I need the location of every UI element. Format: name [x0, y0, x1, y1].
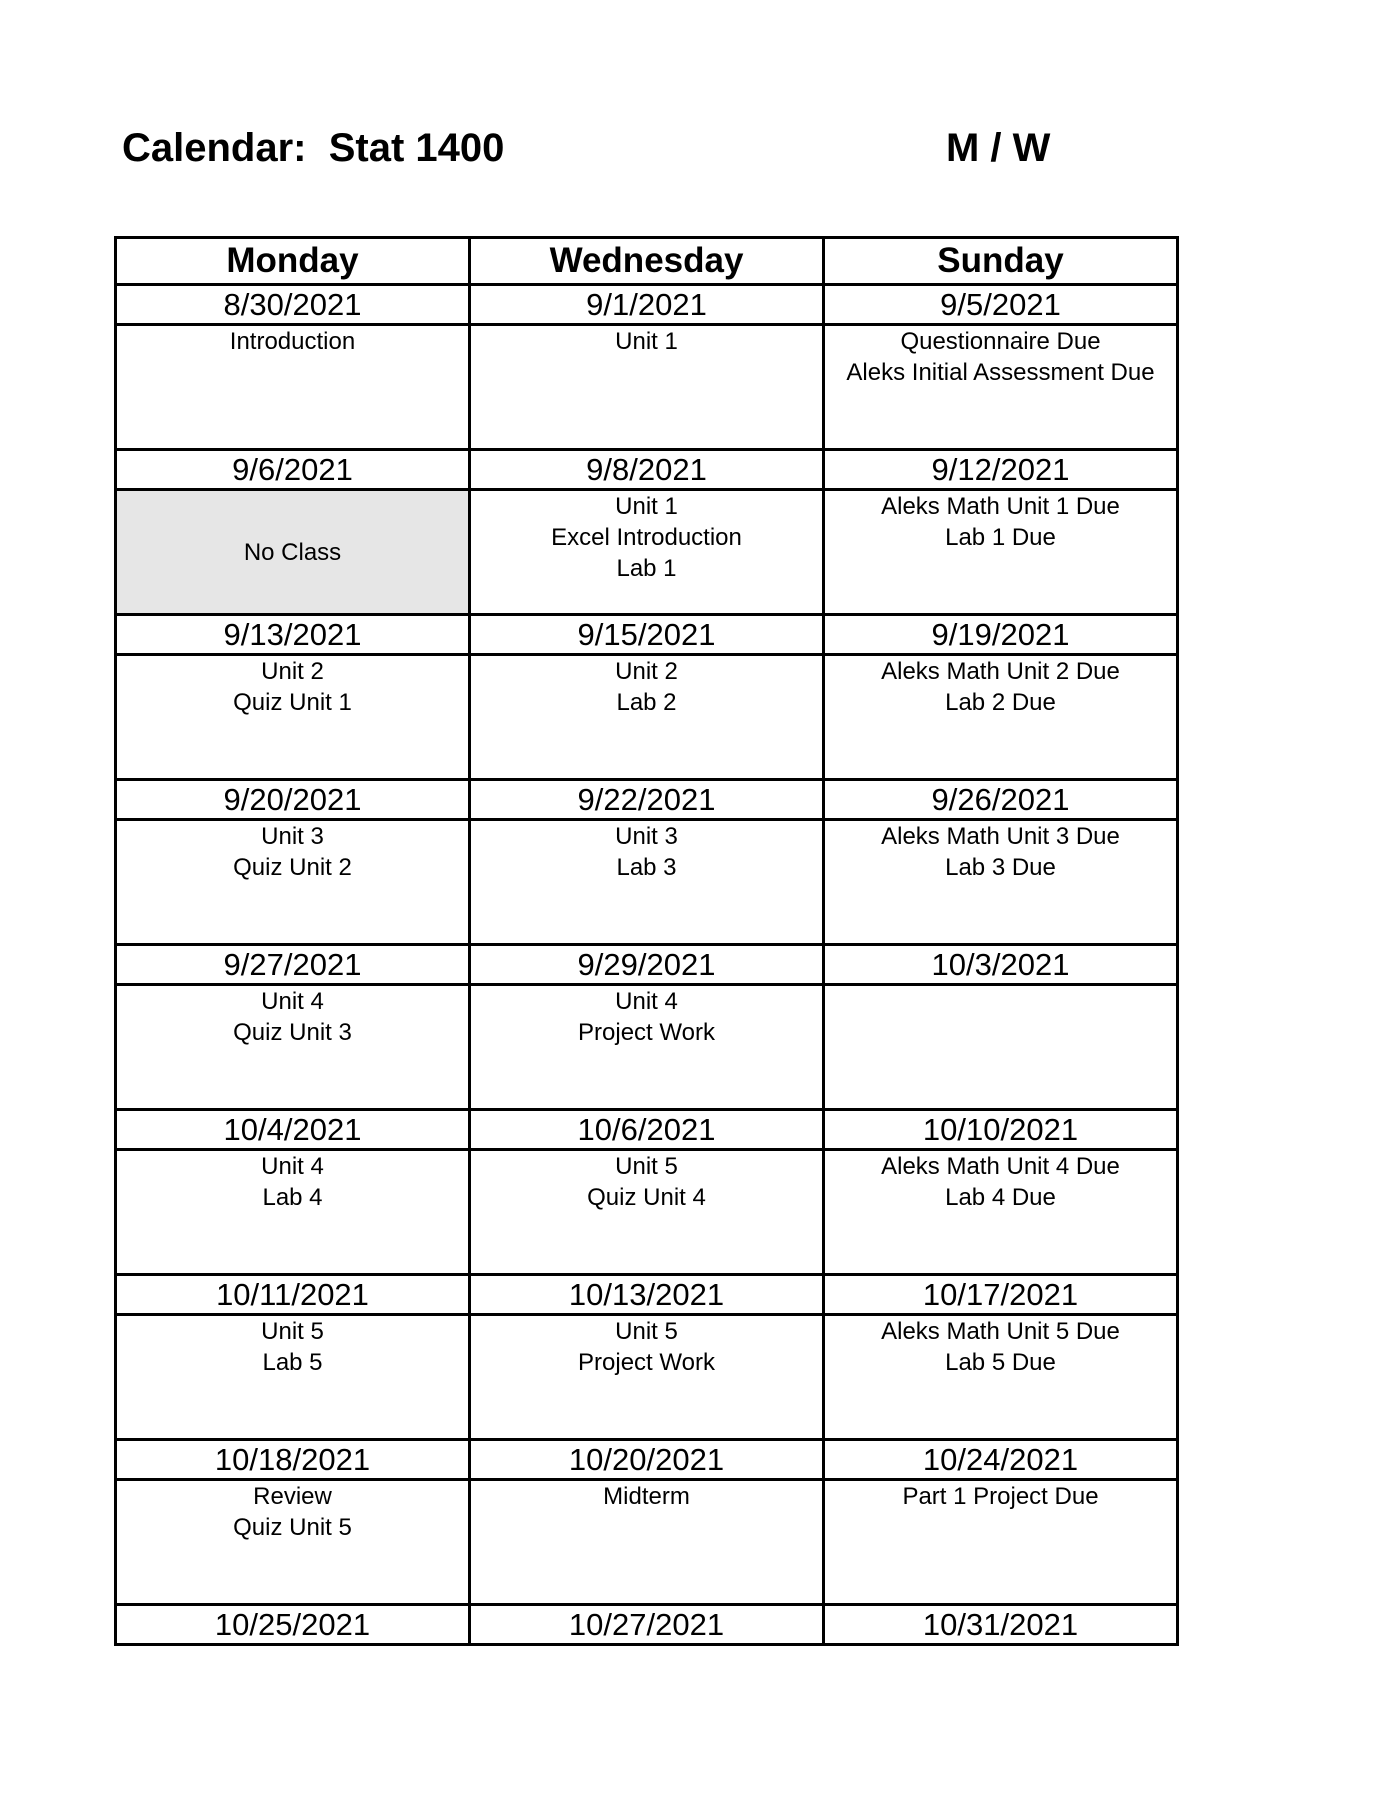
date-cell-sunday: 10/3/2021	[824, 945, 1178, 985]
date-cell-sunday: 10/31/2021	[824, 1605, 1178, 1645]
content-row	[116, 985, 1178, 1110]
event-text: Aleks Math Unit 3 Due	[881, 823, 1120, 850]
date-cell-monday: 9/13/2021	[116, 615, 470, 655]
event-text: Project Work	[578, 1019, 715, 1046]
event-text: Midterm	[603, 1483, 690, 1510]
schedule-days: M / W	[946, 126, 1051, 170]
event-text: Excel Introduction	[551, 524, 742, 551]
event-text: Unit 1	[615, 493, 678, 520]
event-text: Unit 3	[615, 823, 678, 850]
content-row	[116, 490, 1178, 615]
date-cell-monday: 10/11/2021	[116, 1275, 470, 1315]
event-text: Quiz Unit 3	[233, 1019, 352, 1046]
content-cell-sunday	[824, 1150, 1178, 1275]
event-text: Questionnaire Due	[900, 328, 1101, 355]
event-text: Lab 5 Due	[945, 1349, 1056, 1376]
date-row	[116, 285, 1178, 325]
event-text: Aleks Math Unit 5 Due	[881, 1318, 1120, 1345]
content-row	[116, 1480, 1178, 1605]
date-cell-monday: 10/18/2021	[116, 1440, 470, 1480]
date-cell-sunday: 10/10/2021	[824, 1110, 1178, 1150]
calendar-table	[114, 236, 1179, 1646]
date-cell-monday: 9/27/2021	[116, 945, 470, 985]
event-text: Unit 2	[261, 658, 324, 685]
date-cell-sunday: 10/17/2021	[824, 1275, 1178, 1315]
event-text: Lab 5	[262, 1349, 323, 1376]
content-row	[116, 655, 1178, 780]
date-row	[116, 1605, 1178, 1645]
content-cell-wednesday	[470, 490, 824, 615]
date-cell-monday: 10/4/2021	[116, 1110, 470, 1150]
content-cell-sunday	[824, 325, 1178, 450]
event-text: Review	[253, 1483, 332, 1510]
date-cell-wednesday: 10/13/2021	[470, 1275, 824, 1315]
event-text: Lab 1 Due	[945, 524, 1056, 551]
content-row	[116, 1315, 1178, 1440]
event-text: Quiz Unit 4	[587, 1184, 706, 1211]
date-cell-wednesday: 10/20/2021	[470, 1440, 824, 1480]
date-cell-wednesday: 9/8/2021	[470, 450, 824, 490]
content-row	[116, 820, 1178, 945]
date-cell-sunday: 9/26/2021	[824, 780, 1178, 820]
date-cell-wednesday: 10/6/2021	[470, 1110, 824, 1150]
content-cell-sunday	[824, 490, 1178, 615]
event-text: Quiz Unit 2	[233, 854, 352, 881]
date-row	[116, 780, 1178, 820]
event-text: Lab 3 Due	[945, 854, 1056, 881]
content-cell-monday	[116, 985, 470, 1110]
content-cell-monday	[116, 820, 470, 945]
date-cell-sunday: 10/24/2021	[824, 1440, 1178, 1480]
event-text: Aleks Initial Assessment Due	[846, 359, 1155, 386]
content-cell-monday	[116, 1315, 470, 1440]
date-row	[116, 615, 1178, 655]
event-text: Lab 3	[616, 854, 677, 881]
content-cell-wednesday	[470, 1480, 824, 1605]
event-text: Aleks Math Unit 1 Due	[881, 493, 1120, 520]
event-text: Unit 4	[261, 1153, 324, 1180]
date-cell-monday: 8/30/2021	[116, 285, 470, 325]
content-cell-wednesday	[470, 1315, 824, 1440]
date-cell-wednesday: 9/15/2021	[470, 615, 824, 655]
content-cell-monday	[116, 490, 470, 615]
content-cell-sunday	[824, 655, 1178, 780]
date-row	[116, 945, 1178, 985]
event-text: Unit 4	[615, 988, 678, 1015]
content-cell-wednesday	[470, 655, 824, 780]
date-cell-sunday: 9/12/2021	[824, 450, 1178, 490]
content-cell-sunday	[824, 1480, 1178, 1605]
date-cell-wednesday: 9/1/2021	[470, 285, 824, 325]
header-row	[116, 238, 1178, 285]
date-row	[116, 450, 1178, 490]
event-text: Project Work	[578, 1349, 715, 1376]
column-header-sunday: Sunday	[824, 238, 1178, 285]
calendar-body	[116, 285, 1178, 1645]
date-cell-wednesday: 9/22/2021	[470, 780, 824, 820]
event-text: Aleks Math Unit 2 Due	[881, 658, 1120, 685]
event-text: Unit 4	[261, 988, 324, 1015]
event-text: Quiz Unit 1	[233, 689, 352, 716]
event-text: Unit 3	[261, 823, 324, 850]
content-row	[116, 1150, 1178, 1275]
date-cell-monday: 9/6/2021	[116, 450, 470, 490]
content-cell-monday	[116, 1480, 470, 1605]
column-header-wednesday: Wednesday	[470, 238, 824, 285]
content-cell-monday	[116, 655, 470, 780]
event-text: No Class	[243, 538, 342, 566]
page-title: Calendar: Stat 1400	[122, 126, 505, 170]
event-text: Lab 4 Due	[945, 1184, 1056, 1211]
date-cell-wednesday: 9/29/2021	[470, 945, 824, 985]
date-cell-sunday: 9/5/2021	[824, 285, 1178, 325]
column-header-monday: Monday	[116, 238, 470, 285]
event-text: Unit 5	[615, 1153, 678, 1180]
date-row	[116, 1110, 1178, 1150]
date-row	[116, 1275, 1178, 1315]
event-text: Aleks Math Unit 4 Due	[881, 1153, 1120, 1180]
event-text: Unit 5	[261, 1318, 324, 1345]
event-text: Unit 1	[615, 328, 678, 355]
content-row	[116, 325, 1178, 450]
content-cell-wednesday	[470, 1150, 824, 1275]
event-text: Part 1 Project Due	[902, 1483, 1099, 1510]
date-cell-monday: 10/25/2021	[116, 1605, 470, 1645]
content-cell-monday	[116, 1150, 470, 1275]
date-cell-wednesday: 10/27/2021	[470, 1605, 824, 1645]
date-row	[116, 1440, 1178, 1480]
event-text: Lab 2 Due	[945, 689, 1056, 716]
event-text: Introduction	[229, 328, 356, 355]
content-cell-wednesday	[470, 985, 824, 1110]
event-text: Unit 5	[615, 1318, 678, 1345]
event-text: Lab 2	[616, 689, 677, 716]
event-text: Quiz Unit 5	[233, 1514, 352, 1541]
content-cell-wednesday	[470, 325, 824, 450]
event-text: Lab 1	[616, 555, 677, 582]
content-cell-wednesday	[470, 820, 824, 945]
date-cell-sunday: 9/19/2021	[824, 615, 1178, 655]
event-text: Unit 2	[615, 658, 678, 685]
content-cell-sunday	[824, 985, 1178, 1110]
event-text: Lab 4	[262, 1184, 323, 1211]
content-cell-sunday	[824, 1315, 1178, 1440]
content-cell-sunday	[824, 820, 1178, 945]
date-cell-monday: 9/20/2021	[116, 780, 470, 820]
content-cell-monday	[116, 325, 470, 450]
